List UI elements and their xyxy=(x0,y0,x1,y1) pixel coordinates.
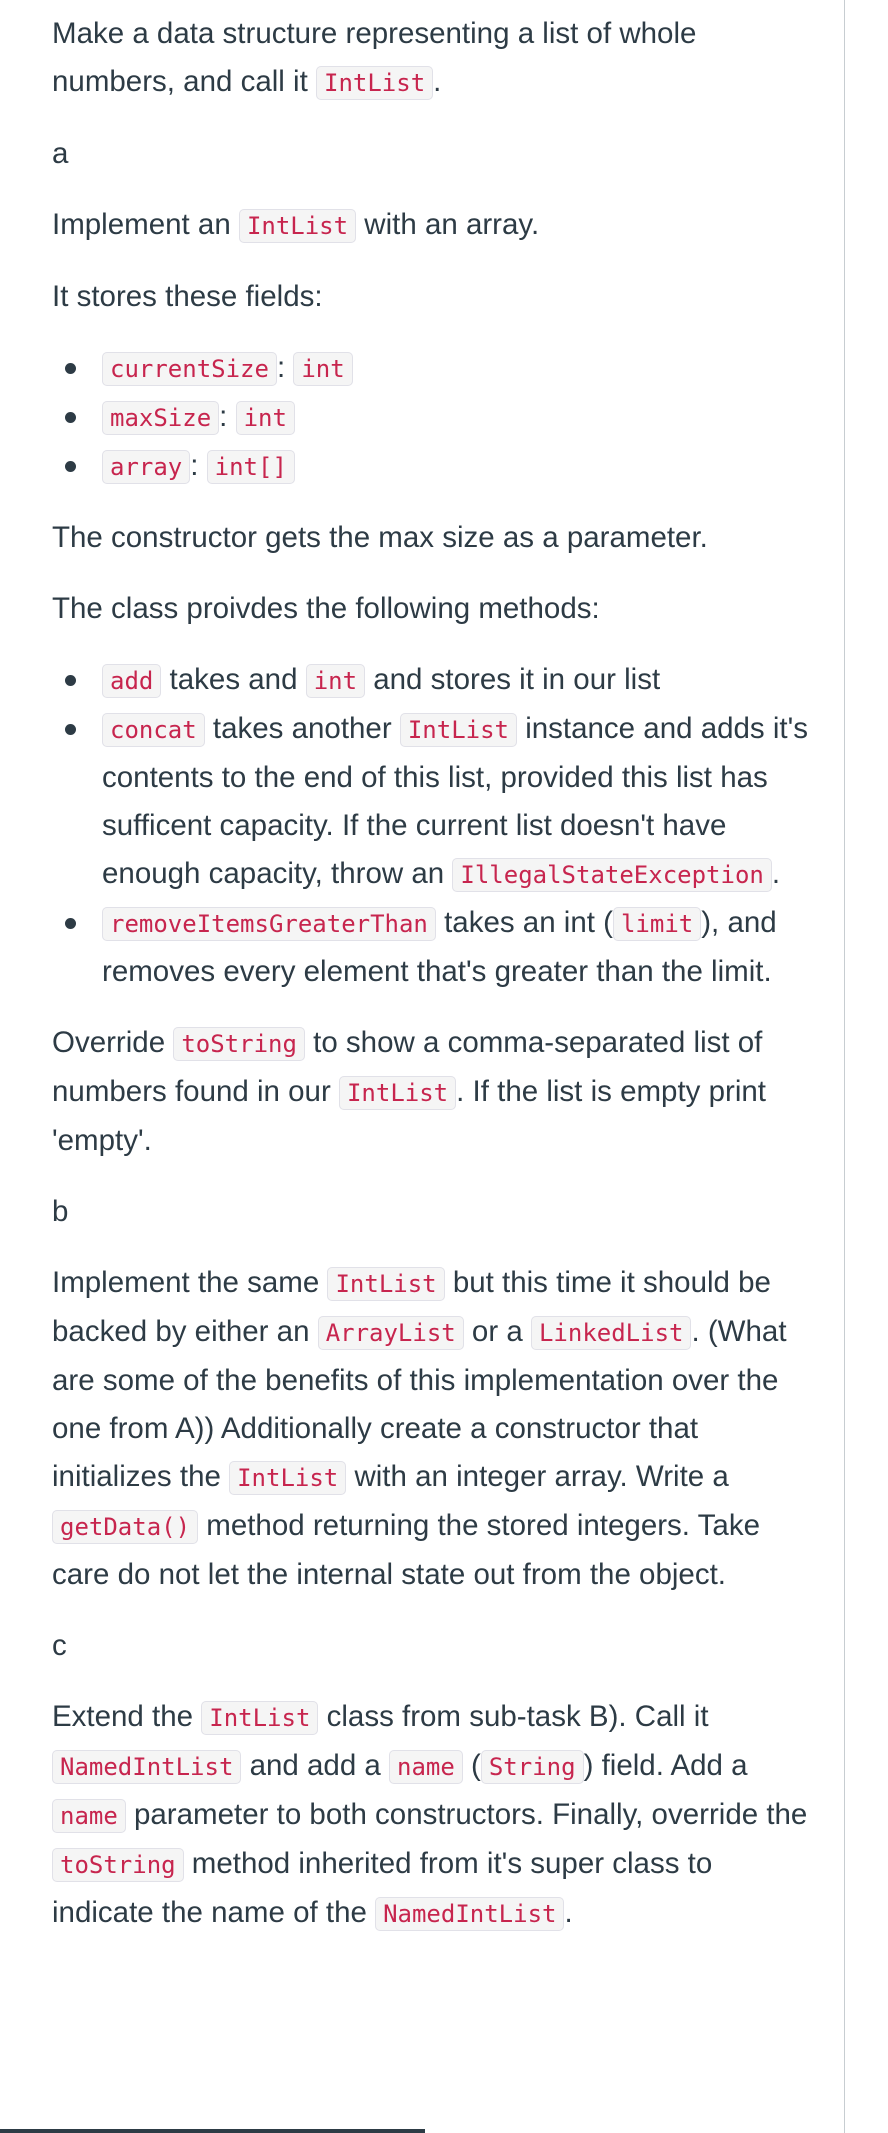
code-intlist: IntList xyxy=(201,1701,318,1735)
text: . xyxy=(564,1896,573,1929)
text: to show a comma-separated list of numbers found in our xyxy=(52,1026,763,1108)
text: takes another xyxy=(204,712,400,745)
code-illegalstateexception: IllegalStateException xyxy=(452,858,771,892)
code-namedintlist: NamedIntList xyxy=(375,1897,564,1931)
list-item xyxy=(102,442,812,491)
code-name: name xyxy=(52,1799,126,1833)
list-item xyxy=(102,899,812,996)
separator: : xyxy=(190,449,207,482)
code-namedintlist: NamedIntList xyxy=(52,1750,241,1784)
fields-list xyxy=(52,344,812,491)
list-item xyxy=(102,344,812,393)
text: or a xyxy=(463,1315,531,1348)
code-linkedlist: LinkedList xyxy=(531,1316,692,1350)
code-intlist: IntList xyxy=(239,209,356,243)
code-tostring: toString xyxy=(52,1848,184,1882)
text: . (What are some of the benefits of this implementation over the one from A)) Additionally create a constructor that initializes the xyxy=(52,1315,787,1493)
code-limit: limit xyxy=(613,907,701,941)
text: and stores it in our list xyxy=(365,663,661,696)
section-label-a: a xyxy=(52,137,69,170)
code-intlist: IntList xyxy=(339,1076,456,1110)
methods-list xyxy=(52,656,812,996)
text: method returning the stored integers. Take care do not let the internal state out from the object. xyxy=(52,1509,760,1591)
text: with an integer array. Write a xyxy=(346,1460,729,1493)
text: Implement an xyxy=(52,208,239,241)
text: ( xyxy=(462,1749,481,1782)
field-name: currentSize xyxy=(102,352,277,386)
text: ), and removes every element that's greater than the limit. xyxy=(102,906,777,988)
code-removeitemsgreaterthan: removeItemsGreaterThan xyxy=(102,907,436,941)
text: takes and xyxy=(161,663,306,696)
text: but this time it should be backed by either an xyxy=(52,1266,771,1348)
text: ) field. Add a xyxy=(583,1749,748,1782)
code-string: String xyxy=(481,1750,584,1784)
field-name: maxSize xyxy=(102,401,219,435)
text: takes an int ( xyxy=(435,906,613,939)
text: and add a xyxy=(241,1749,390,1782)
text: . If the list is empty print 'empty'. xyxy=(52,1075,766,1157)
code-getdata: getData() xyxy=(52,1510,198,1544)
intro-text: Make a data structure representing a list of whole numbers, and call it xyxy=(52,17,697,98)
part-a-paragraph-2: It stores these fields: xyxy=(52,280,323,313)
text: Extend the xyxy=(52,1700,202,1733)
list-item xyxy=(102,393,812,442)
text: method inherited from it's super class to indicate the name of the xyxy=(52,1847,713,1929)
list-item xyxy=(102,656,812,705)
separator: : xyxy=(219,400,236,433)
text: . xyxy=(771,857,781,890)
code-intlist: IntList xyxy=(327,1267,444,1301)
field-type: int[] xyxy=(207,450,295,484)
text: instance and adds it's contents to the end of this list, provided this list has sufficent capacity. If the current list doesn't have enough capacity, throw an xyxy=(102,712,808,890)
code-intlist: IntList xyxy=(400,713,517,747)
text: parameter to both constructors. Finally, override the xyxy=(125,1798,808,1831)
intro-text-end: . xyxy=(433,65,442,98)
part-a-paragraph-1 xyxy=(52,201,812,250)
text: Override xyxy=(52,1026,174,1059)
section-label-c: c xyxy=(52,1629,67,1662)
part-c-paragraph xyxy=(52,1693,812,1938)
bottom-scrollbar[interactable] xyxy=(0,2129,425,2133)
code-int: int xyxy=(306,664,365,698)
part-a-paragraph-5 xyxy=(52,1019,812,1165)
field-name: array xyxy=(102,450,190,484)
field-type: int xyxy=(236,401,295,435)
code-intlist: IntList xyxy=(229,1461,346,1495)
code-name: name xyxy=(389,1750,463,1784)
part-b-paragraph xyxy=(52,1259,812,1599)
code-intlist: IntList xyxy=(316,66,433,100)
section-label-b: b xyxy=(52,1195,69,1228)
separator: : xyxy=(276,351,294,384)
code-concat: concat xyxy=(102,713,205,747)
part-a-paragraph-3: The constructor gets the max size as a parameter. xyxy=(52,521,708,554)
list-item xyxy=(102,705,812,899)
code-arraylist: ArrayList xyxy=(318,1316,464,1350)
intro-paragraph xyxy=(52,10,812,107)
part-a-paragraph-4: The class proivdes the following methods: xyxy=(52,592,600,625)
text: Implement the same xyxy=(52,1266,328,1299)
code-add: add xyxy=(102,664,161,698)
assignment-content xyxy=(52,10,812,1961)
text: with an array. xyxy=(356,208,540,241)
text: class from sub-task B). Call it xyxy=(318,1700,709,1733)
field-type: int xyxy=(293,352,352,386)
code-tostring: toString xyxy=(173,1027,305,1061)
